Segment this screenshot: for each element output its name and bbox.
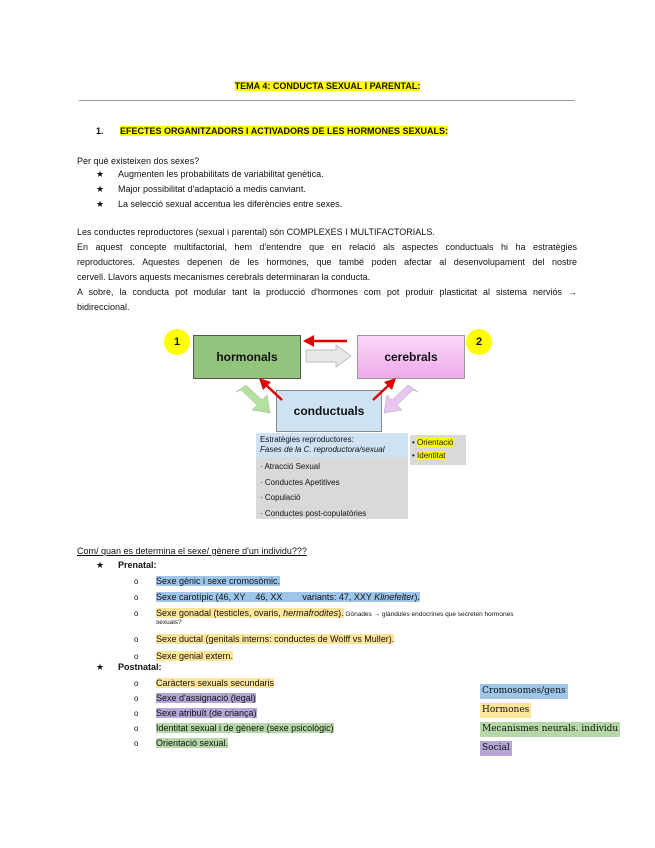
list-item: o Sexe carotípic (46, XY 46, XX variants: 47, XXY Klinefelter).	[134, 590, 513, 606]
prenatal-label: ★ Prenatal:	[96, 558, 513, 573]
list-item: o Sexe gonadal (testicles, ovaris, hermafrodites). Gònades → glàndules endocrines que secreten hormones	[134, 606, 513, 618]
list-item: o Identitat sexual i de gènere (sexe psicològic)	[134, 721, 334, 736]
question-sex-determination: Com/ quan es determina el sexe/ gènere d'un individu???	[77, 546, 307, 556]
legend-item: Mecanismes neurals. individu	[480, 718, 620, 737]
phase-item: · Conductes Apetitives	[260, 477, 340, 487]
circle-bullet-icon: o	[134, 577, 139, 586]
strategies-header: Estratègies reproductores: Fases de la C. reproductora/sexual	[256, 433, 408, 457]
side-items-box	[410, 435, 466, 465]
list-item: o Sexe atribuït (de criança)	[134, 706, 334, 721]
list-item: o Sexe genial extern.	[134, 649, 513, 664]
cerebrals-box: cerebrals	[357, 335, 465, 379]
side-item: • Orientació	[412, 438, 454, 447]
list-item: ★ La selecció sexual accentua les diferències entre sexes.	[96, 197, 342, 212]
legend-item: Cromosomes/gens	[480, 680, 620, 699]
phase-item: · Conductes post-copulatòries	[260, 508, 367, 518]
list-item: ★ Augmenten les probabilitats de variabilitat genètica.	[96, 167, 342, 182]
circle-bullet-icon: o	[134, 724, 139, 733]
list-item: o Caràcters sexuals secundaris	[134, 676, 334, 691]
conductuals-box: conductuals	[276, 390, 382, 432]
list-item: o Sexe gènic i sexe cromosòmic.	[134, 574, 513, 590]
legend-item: Social	[480, 737, 620, 756]
prenatal-list	[134, 574, 513, 664]
page-title: TEMA 4: CONDUCTA SEXUAL I PARENTAL:	[234, 81, 421, 91]
arrow-cerebral-to-conductual	[384, 385, 418, 413]
prenatal-section	[96, 558, 513, 664]
note-continuation: sexuals?	[156, 619, 182, 626]
star-bullet-icon: ★	[96, 169, 105, 179]
star-bullet-icon: ★	[96, 184, 105, 194]
number-badge-1: 1	[164, 329, 190, 355]
phase-item: · Atracció Sexual	[260, 462, 321, 471]
list-item: o Sexe ductal (genitals interns: conductes de Wolff vs Muller).	[134, 632, 513, 649]
phase-item: · Copulació	[260, 493, 301, 502]
section-heading: 1. EFECTES ORGANITZADORS I ACTIVADORS DE LES HORMONES SEXUALS:	[96, 126, 449, 136]
star-bullet-icon: ★	[96, 662, 105, 672]
circle-bullet-icon: o	[134, 609, 139, 618]
arrowhead-icon	[303, 335, 314, 347]
postnatal-label: ★ Postnatal:	[96, 660, 334, 675]
legend-item: Hormones	[480, 699, 620, 718]
circle-bullet-icon: o	[134, 679, 139, 688]
circle-bullet-icon: o	[134, 739, 139, 748]
number-badge-2: 2	[466, 329, 492, 355]
list-item: o Sexe d'assignació (legal)	[134, 691, 334, 706]
arrow-hormonal-to-cerebral	[306, 345, 351, 367]
star-bullet-icon: ★	[96, 199, 105, 209]
intro-paragraph: Les conductes reproductores (sexual i parental) són COMPLEXES I MULTIFACTORIALS. En aquest concepte multifactorial, hem d'entendre que en relació als aspectes conductuals hi ha estratègies reproductores. Aquestes depenen de les hormones, que també poden afectar al desenvolupament del nostre cervell. Llavors aquests mecanismes cerebrals determinaran la conducta. A sobre, la conducta pot modular tant la producció d'hormones com pot produir plasticitat al sistema nerviós → bidireccional.	[77, 227, 577, 312]
question-two-sexes: Per què existeixen dos sexes?	[77, 156, 200, 166]
postnatal-section	[96, 660, 334, 751]
hormonals-box: hormonals	[193, 335, 301, 379]
circle-bullet-icon: o	[134, 709, 139, 718]
strategies-box	[256, 433, 408, 519]
star-bullet-icon: ★	[96, 560, 105, 570]
list-item: o Orientació sexual.	[134, 736, 334, 751]
circle-bullet-icon: o	[134, 593, 139, 602]
list-item: ★ Major possibilitat d'adaptació a medis canviant.	[96, 182, 342, 197]
postnatal-list	[134, 676, 334, 751]
color-legend	[480, 680, 620, 756]
circle-bullet-icon: o	[134, 635, 139, 644]
side-item: • Identitat	[412, 451, 446, 460]
circle-bullet-icon: o	[134, 694, 139, 703]
arrow-hormonal-to-conductual	[236, 385, 270, 413]
circle-bullet-icon: o	[134, 652, 139, 661]
